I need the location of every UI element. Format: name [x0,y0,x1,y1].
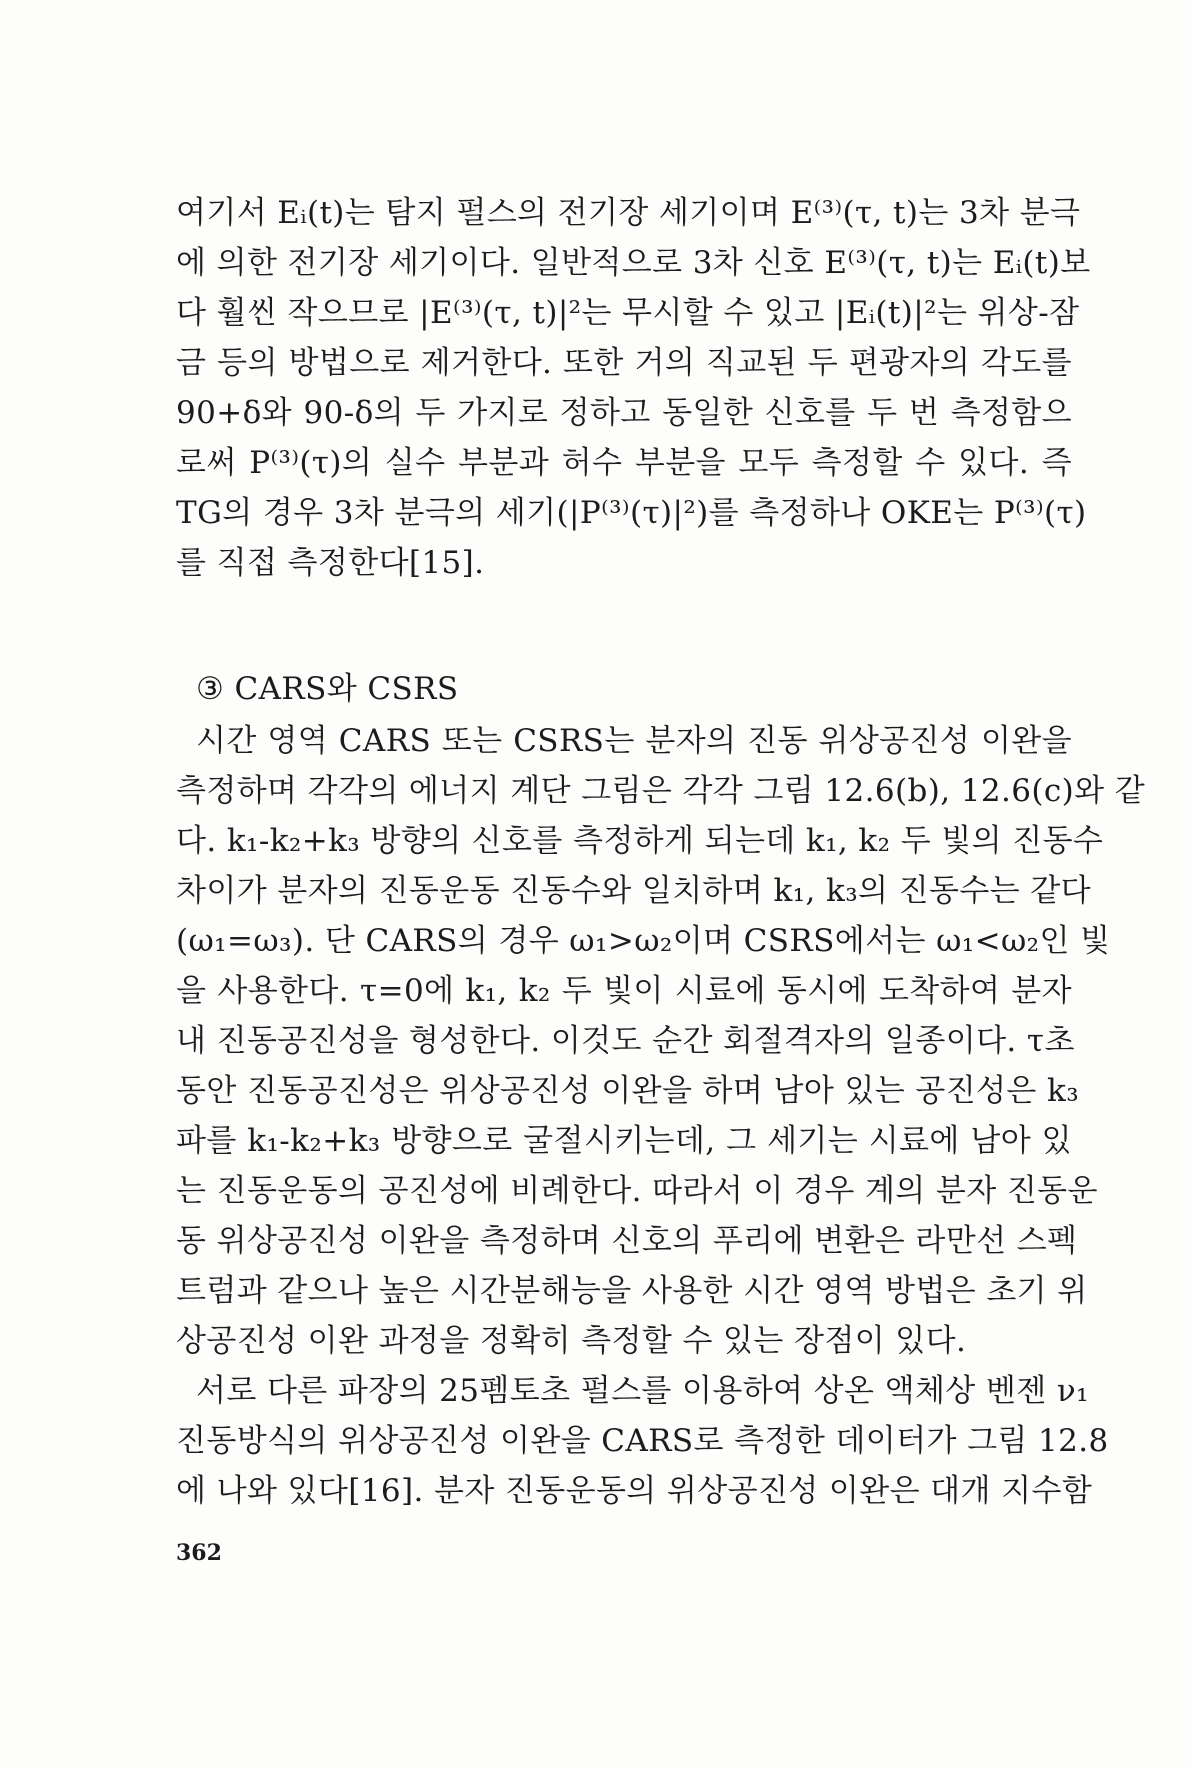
text-line: 는 진동운동의 공진성에 비례한다. 따라서 이 경우 계의 분자 진동운 [176,1173,1098,1209]
page-number: 362 [176,1540,222,1566]
text-line: 진동방식의 위상공진성 이완을 CARS로 측정한 데이터가 그림 12.8 [176,1423,1109,1459]
text-line: 트럼과 같으나 높은 시간분해능을 사용한 시간 영역 방법은 초기 위 [176,1273,1088,1309]
text-line: 내 진동공진성을 형성한다. 이것도 순간 회절격자의 일종이다. τ초 [176,1023,1075,1059]
text-line: 다. k₁-k₂+k₃ 방향의 신호를 측정하게 되는데 k₁, k₂ 두 빛의 진동수 [176,823,1104,859]
text-line: 서로 다른 파장의 25펨토초 펄스를 이용하여 상온 액체상 벤젠 ν₁ [196,1373,1089,1409]
text-line: 을 사용한다. τ=0에 k₁, k₂ 두 빛이 시료에 동시에 도착하여 분자 [176,973,1072,1009]
section-heading: ③ CARS와 CSRS [196,671,459,707]
text-line: 90+δ와 90-δ의 두 가지로 정하고 동일한 신호를 두 번 측정함으 [176,395,1072,431]
text-line: 측정하며 각각의 에너지 계단 그림은 각각 그림 12.6(b), 12.6(c)와 같 [176,773,1146,809]
text-line: 파를 k₁-k₂+k₃ 방향으로 굴절시키는데, 그 세기는 시료에 남아 있 [176,1123,1072,1159]
text-line: 에 나와 있다[16]. 분자 진동운동의 위상공진성 이완은 대개 지수함 [176,1473,1093,1509]
paragraph-1 [176,188,1091,588]
text-line: 에 의한 전기장 세기이다. 일반적으로 3차 신호 E⁽³⁾(τ, t)는 Eᵢ(t)보 [176,245,1091,281]
text-line: 금 등의 방법으로 제거한다. 또한 거의 직교된 두 편광자의 각도를 [176,345,1072,381]
text-line: 를 직접 측정한다[15]. [176,545,485,581]
text-line: 로써 P⁽³⁾(τ)의 실수 부분과 허수 부분을 모두 측정할 수 있다. 즉 [176,445,1072,481]
text-line: 다 훨씬 작으므로 |E⁽³⁾(τ, t)|²는 무시할 수 있고 |Eᵢ(t)|²는 위상-잠 [176,295,1080,331]
text-line: (ω₁=ω₃). 단 CARS의 경우 ω₁>ω₂이며 CSRS에서는 ω₁<ω₂인 빛 [176,923,1111,959]
text-line: 동 위상공진성 이완을 측정하며 신호의 푸리에 변환은 라만선 스펙 [176,1223,1078,1259]
text-line: 동안 진동공진성은 위상공진성 이완을 하며 남아 있는 공진성은 k₃ [176,1073,1080,1109]
text-line: TG의 경우 3차 분극의 세기(|P⁽³⁾(τ)|²)를 측정하나 OKE는 P⁽³⁾(τ) [176,495,1087,531]
text-line: 여기서 Eᵢ(t)는 탐지 펄스의 전기장 세기이며 E⁽³⁾(τ, t)는 3차 분극 [176,195,1081,231]
paragraph-2 [176,716,1146,1366]
text-line: 시간 영역 CARS 또는 CSRS는 분자의 진동 위상공진성 이완을 [196,723,1072,759]
paragraph-3 [176,1366,1109,1516]
section-heading-block [176,664,1072,714]
text-line: 상공진성 이완 과정을 정확히 측정할 수 있는 장점이 있다. [176,1323,967,1359]
text-line: 차이가 분자의 진동운동 진동수와 일치하며 k₁, k₃의 진동수는 같다 [176,873,1091,909]
